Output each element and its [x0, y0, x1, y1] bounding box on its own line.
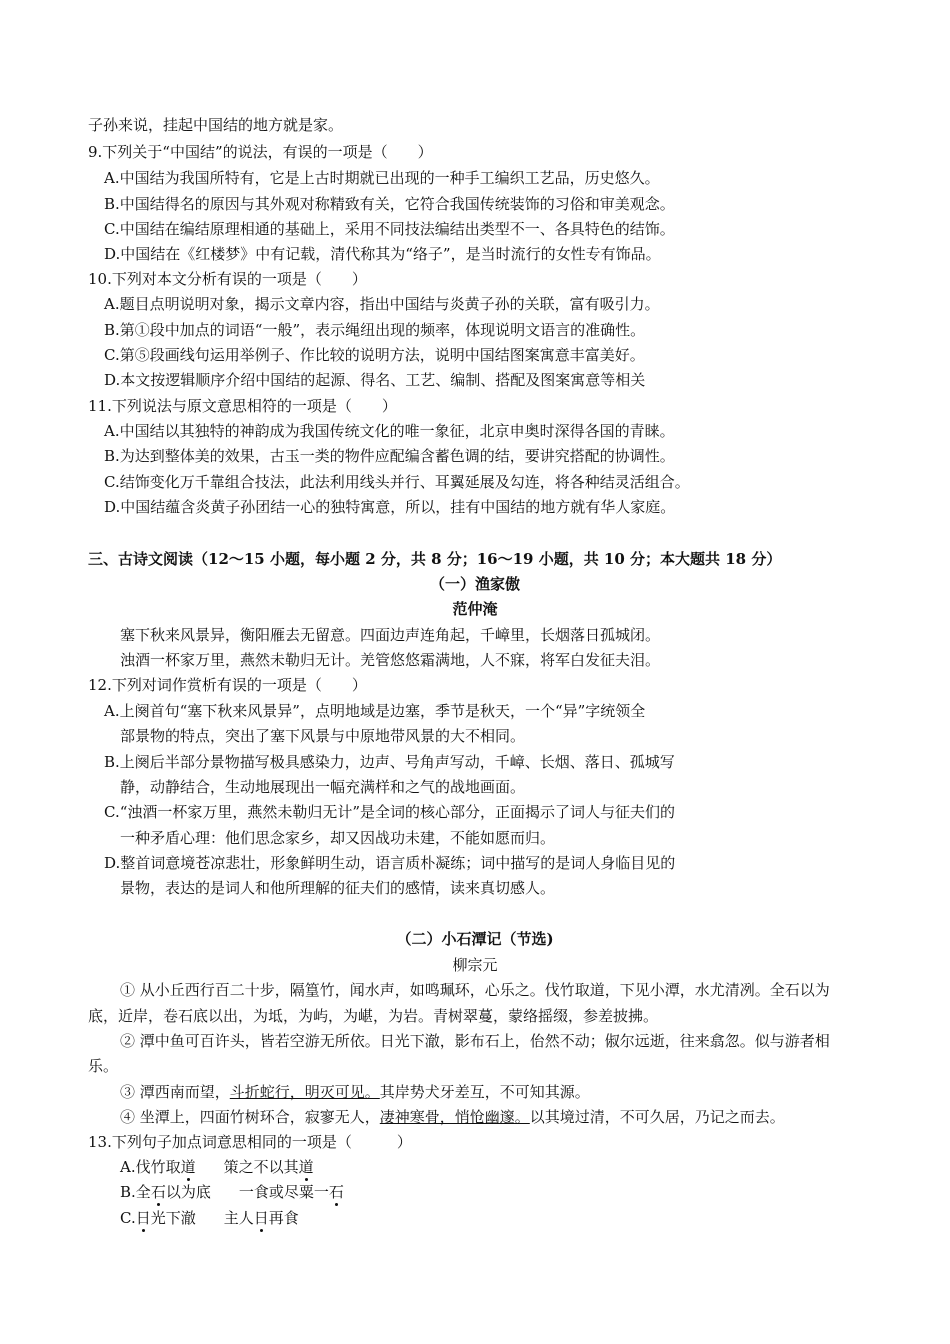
prose-title: （二）小石潭记（节选) [396, 930, 554, 948]
dotted-word: 日 [253, 1209, 269, 1227]
sentence-text: 伐竹取 [135, 1158, 181, 1176]
dotted-word: 石 [150, 1183, 166, 1201]
question-11-option-b: B.为达到整体美的效果，古玉一类的物件应配编含蓄色调的结，要讲究搭配的协调性。 [104, 447, 675, 465]
question-9-option-c: C.中国结在编结原理相通的基础上，采用不同技法编结出类型不一、各具特色的结饰。 [104, 220, 675, 238]
question-12-option-b-cont: 静，动静结合，生动地展现出一幅充满样和之气的战地画面。 [120, 778, 526, 796]
question-12-option-d-cont: 景物，表达的是词人和他所理解的征夫们的感情，读来真切感人。 [120, 879, 556, 897]
sentence-text: 主人 [223, 1209, 254, 1227]
question-13-option-b [120, 1182, 344, 1202]
question-12-option-c-cont: 一种矛盾心理：他们思念家乡，却又因战功未建，不能如愿而归。 [120, 829, 556, 847]
question-9-stem: 9.下列关于“中国结”的说法，有误的一项是（ ） [88, 143, 433, 161]
question-11-option-c: C.结饰变化万千靠组合技法，此法利用线头并行、耳翼延展及勾连，将各种结灵活组合。 [104, 473, 690, 491]
prose-paragraph-2: ② 潭中鱼可百许头，皆若空游无所依。日光下澈，影布石上，佁然不动；俶尔远逝，往来翕忽。似与游者相 [120, 1032, 830, 1050]
question-12-option-a: A.上阕首句“塞下秋来风景异”，点明地域是边塞，季节是秋天，一个“异”字统领全 [104, 702, 646, 720]
poem-author: 范仲淹 [452, 600, 498, 618]
sentence-text: 光下澈 [150, 1209, 196, 1227]
prose-paragraph-3-text: 其岸势犬牙差互，不可知其源。 [379, 1083, 590, 1101]
question-13-option-a [120, 1157, 314, 1177]
poem-line: 浊酒一杯家万里，燕然未勒归无计。羌管悠悠霜满地，人不寐，将军白发征夫泪。 [120, 651, 661, 669]
poem-title: （一）渔家傲 [429, 575, 520, 593]
question-10-stem: 10.下列对本文分析有误的一项是（ ） [88, 270, 367, 288]
question-12-stem: 12.下列对词作赏析有误的一项是（ ） [88, 676, 367, 694]
prose-paragraph-2-cont: 乐。 [88, 1057, 119, 1075]
question-10-option-c: C.第⑤段画线句运用举例子、作比较的说明方法，说明中国结图案寓意丰富美好。 [104, 346, 645, 364]
prose-paragraph-4 [120, 1107, 785, 1127]
question-11-option-a: A.中国结以其独特的神韵成为我国传统文化的唯一象征，北京申奥时深得各国的青睐。 [104, 422, 675, 440]
dotted-word: 道 [298, 1158, 314, 1176]
dotted-word: 日 [135, 1209, 151, 1227]
prose-paragraph-4-text: ④ 坐潭上，四面竹树环合，寂寥无人， [120, 1108, 380, 1126]
prose-paragraph-3 [120, 1082, 590, 1102]
question-12-option-d: D.整首词意境苍凉悲壮，形象鲜明生动，语言质朴凝练；词中描写的是词人身临目见的 [104, 854, 676, 872]
sentence-text: 策之不以其 [223, 1158, 299, 1176]
prose-paragraph-1: ① 从小丘西行百二十步，隔篁竹，闻水声，如鸣珮环，心乐之。伐竹取道，下见小潭，水尤清冽。全石以为 [120, 981, 830, 999]
underlined-sentence: 斗折蛇行，明灭可见。 [229, 1083, 380, 1101]
question-11-stem: 11.下列说法与原文意思相符的一项是（ ） [88, 397, 397, 415]
prose-paragraph-4-text: 以其境过清，不可久居，乃记之而去。 [529, 1108, 785, 1126]
question-9-option-d: D.中国结在《红楼梦》中有记载，清代称其为“络子”，是当时流行的女性专有饰品。 [104, 245, 661, 263]
question-10-option-a: A.题目点明说明对象，揭示文章内容，指出中国结与炎黄子孙的关联，富有吸引力。 [104, 295, 660, 313]
question-10-option-d: D.本文按逻辑顺序介绍中国结的起源、得名、工艺、编制、搭配及图案寓意等相关 [104, 371, 646, 389]
question-10-option-b: B.第①段中加点的词语“一般”，表示绳纽出现的频率，体现说明文语言的准确性。 [104, 321, 646, 339]
poem-line: 塞下秋来风景异，衡阳雁去无留意。四面边声连角起，千嶂里，长烟落日孤城闭。 [120, 626, 661, 644]
dotted-word: 石 [328, 1183, 344, 1201]
sentence-text: 以为底 [165, 1183, 211, 1201]
question-9-option-a: A.中国结为我国所特有，它是上古时期就已出现的一种手工编织工艺品，历史悠久。 [104, 169, 660, 187]
sentence-text: 一食或尽粟一 [238, 1183, 329, 1201]
section-3-heading: 三、古诗文阅读（12～15 小题，每小题 2 分，共 8 分；16～19 小题，共 10 分；本大题共 18 分） [88, 550, 782, 568]
dotted-word: 道 [180, 1158, 196, 1176]
option-label: C. [120, 1209, 136, 1227]
prose-paragraph-3-text: ③ 潭西南而望， [120, 1083, 230, 1101]
prose-paragraph-1-cont: 底，近岸，卷石底以出，为坻，为屿，为嵁，为岩。青树翠蔓，蒙络摇缀，参差披拂。 [88, 1007, 659, 1025]
prose-author: 柳宗元 [452, 956, 498, 974]
question-13-option-c [120, 1208, 299, 1228]
option-label: A. [120, 1158, 136, 1176]
question-12-option-b: B.上阕后半部分景物描写极具感染力，边声、号角声写动，千嶂、长烟、落日、孤城写 [104, 753, 675, 771]
underlined-sentence: 凄神寒骨，悄怆幽邃。 [379, 1108, 530, 1126]
question-9-option-b: B.中国结得名的原因与其外观对称精致有关，它符合我国传统装饰的习俗和审美观念。 [104, 195, 675, 213]
question-12-option-a-cont: 部景物的特点，突出了塞下风景与中原地带风景的大不相同。 [120, 727, 526, 745]
option-label: B. [120, 1183, 136, 1201]
question-13-stem: 13.下列句子加点词意思相同的一项是（ ） [88, 1133, 412, 1151]
question-12-option-c: C.“浊酒一杯家万里，燕然未勒归无计”是全词的核心部分，正面揭示了词人与征夫们的 [104, 803, 676, 821]
question-11-option-d: D.中国结蕴含炎黄子孙团结一心的独特寓意，所以，挂有中国结的地方就有华人家庭。 [104, 498, 676, 516]
sentence-text: 再食 [268, 1209, 299, 1227]
sentence-text: 全 [135, 1183, 151, 1201]
continuation-line: 子孙来说，挂起中国结的地方就是家。 [88, 116, 344, 134]
